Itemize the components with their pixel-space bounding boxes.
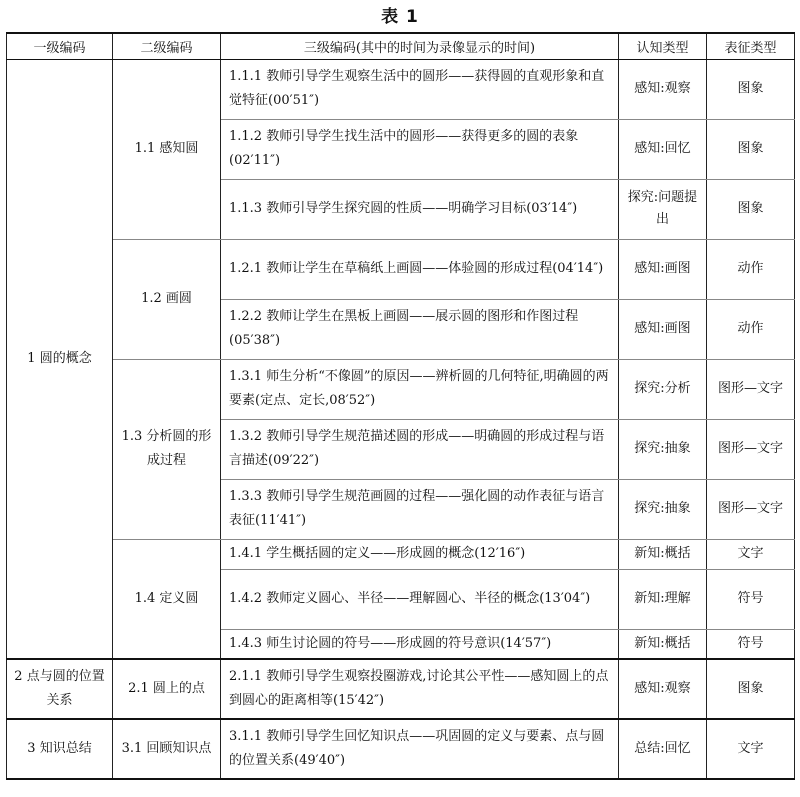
cognition-cell: 感知:画图 [619,239,707,299]
level1-cell: 1 圆的概念 [7,59,113,659]
table-row [7,539,795,569]
coding-table [6,32,795,780]
table-body [7,59,795,779]
header-row [7,33,795,59]
level3-cell: 1.1.3 教师引导学生探究圆的性质——明确学习目标(03′14″) [221,179,619,239]
cognition-cell: 感知:观察 [619,659,707,719]
table-row [7,239,795,299]
representation-cell: 图形—文字 [707,359,795,419]
cognition-cell: 新知:理解 [619,569,707,629]
header-representation: 表征类型 [707,33,795,59]
cognition-cell: 探究:分析 [619,359,707,419]
level3-cell: 1.3.1 师生分析“不像圆”的原因——辨析圆的几何特征,明确圆的两要素(定点、定长,08′52″) [221,359,619,419]
representation-cell: 图形—文字 [707,479,795,539]
representation-cell: 图象 [707,179,795,239]
representation-cell: 文字 [707,539,795,569]
cognition-cell: 感知:回忆 [619,119,707,179]
representation-cell: 动作 [707,299,795,359]
table-row [7,719,795,779]
cognition-cell: 探究:问题提出 [619,179,707,239]
level3-cell: 1.4.3 师生讨论圆的符号——形成圆的符号意识(14′57″) [221,629,619,659]
cognition-cell: 探究:抽象 [619,419,707,479]
header-level2: 二级编码 [113,33,221,59]
level2-cell: 1.1 感知圆 [113,59,221,239]
level2-cell: 2.1 圆上的点 [113,659,221,719]
level3-cell: 1.3.3 教师引导学生规范画圆的过程——强化圆的动作表征与语言表征(11′41″) [221,479,619,539]
header-level3: 三级编码(其中的时间为录像显示的时间) [221,33,619,59]
cognition-cell: 探究:抽象 [619,479,707,539]
representation-cell: 图象 [707,119,795,179]
level3-cell: 1.2.2 教师让学生在黑板上画圆——展示圆的图形和作图过程(05′38″) [221,299,619,359]
level3-cell: 3.1.1 教师引导学生回忆知识点——巩固圆的定义与要素、点与圆的位置关系(49′40″) [221,719,619,779]
representation-cell: 动作 [707,239,795,299]
cognition-cell: 感知:画图 [619,299,707,359]
representation-cell: 符号 [707,569,795,629]
representation-cell: 图形—文字 [707,419,795,479]
level3-cell: 1.4.1 学生概括圆的定义——形成圆的概念(12′16″) [221,539,619,569]
representation-cell: 文字 [707,719,795,779]
cognition-cell: 新知:概括 [619,629,707,659]
table-row [7,59,795,119]
table-row [7,359,795,419]
level3-cell: 1.4.2 教师定义圆心、半径——理解圆心、半径的概念(13′04″) [221,569,619,629]
level2-cell: 1.3 分析圆的形成过程 [113,359,221,539]
cognition-cell: 新知:概括 [619,539,707,569]
level3-cell: 1.2.1 教师让学生在草稿纸上画圆——体验圆的形成过程(04′14″) [221,239,619,299]
representation-cell: 图象 [707,659,795,719]
header-cognition: 认知类型 [619,33,707,59]
level3-cell: 1.1.1 教师引导学生观察生活中的圆形——获得圆的直观形象和直觉特征(00′51″) [221,59,619,119]
representation-cell: 符号 [707,629,795,659]
table-header [7,33,795,59]
level3-cell: 1.1.2 教师引导学生找生活中的圆形——获得更多的圆的表象(02′11″) [221,119,619,179]
header-level1: 一级编码 [7,33,113,59]
table-row [7,659,795,719]
level2-cell: 1.2 画圆 [113,239,221,359]
level2-cell: 1.4 定义圆 [113,539,221,659]
level1-cell: 3 知识总结 [7,719,113,779]
level3-cell: 2.1.1 教师引导学生观察投圈游戏,讨论其公平性——感知圆上的点到圆心的距离相等(15′42″) [221,659,619,719]
level2-cell: 3.1 回顾知识点 [113,719,221,779]
cognition-cell: 总结:回忆 [619,719,707,779]
cognition-cell: 感知:观察 [619,59,707,119]
table-caption: 表 1 [381,7,419,27]
level1-cell: 2 点与圆的位置关系 [7,659,113,719]
level3-cell: 1.3.2 教师引导学生规范描述圆的形成——明确圆的形成过程与语言描述(09′22″) [221,419,619,479]
representation-cell: 图象 [707,59,795,119]
